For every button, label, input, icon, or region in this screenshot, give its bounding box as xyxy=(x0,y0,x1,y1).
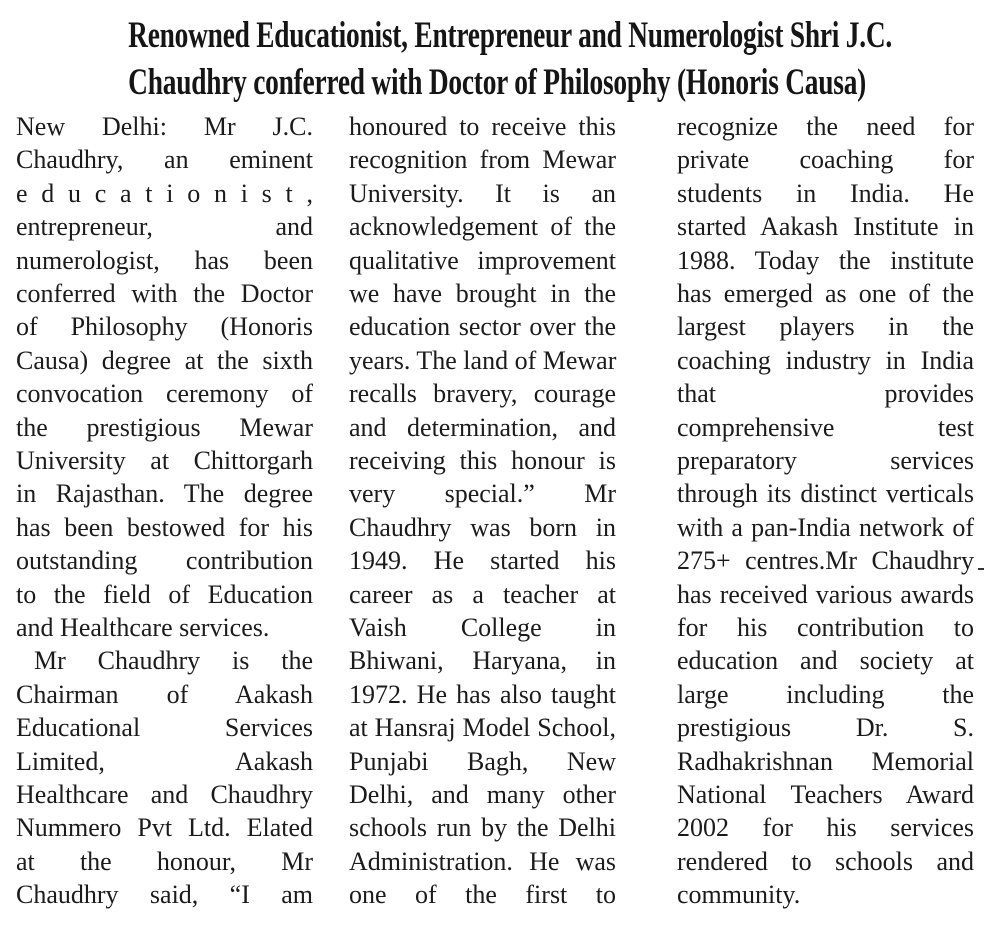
text-line: honoured to receive this xyxy=(349,112,616,141)
text-line: Delhi, and many other xyxy=(349,780,616,809)
text-line: 1949. He started his xyxy=(349,546,616,576)
text-line: with a pan-India network of xyxy=(677,512,974,542)
text-line: Bhiwani, Haryana, in xyxy=(349,646,616,676)
text-line: recalls bravery, courage xyxy=(349,379,616,409)
text-line: Administration. He was xyxy=(349,846,616,876)
text-line: Chaudhry was born in xyxy=(349,512,616,542)
text-line: very special.” Mr xyxy=(349,479,616,509)
text-line: Punjabi Bagh, New xyxy=(349,746,616,776)
text-line: rendered to schools and xyxy=(677,846,974,876)
text-line: recognition from Mewar xyxy=(349,145,616,175)
text-line: at Hansraj Model School, xyxy=(349,713,616,743)
text-line: of Philosophy (Honoris xyxy=(16,312,313,342)
text-line: community. xyxy=(677,880,801,910)
text-line: recognize the need for xyxy=(677,112,974,141)
text-line: for his contribution to xyxy=(677,613,974,642)
text-line: National Teachers Award xyxy=(677,780,974,809)
text-line: prestigious Dr. S. xyxy=(677,713,974,743)
text-line: has received various awards xyxy=(677,579,974,609)
text-line: that provides xyxy=(677,379,974,409)
text-line: in Rajasthan. The degree xyxy=(16,479,313,509)
text-line: Chairman of Aakash xyxy=(16,679,313,709)
text-line: Vaish College in xyxy=(349,613,616,642)
text-line: has been bestowed for his xyxy=(16,512,313,542)
text-line: years. The land of Mewar xyxy=(349,345,617,375)
article-column-2 xyxy=(349,106,616,930)
article-column-1 xyxy=(16,106,313,930)
text-line: to the field of Education xyxy=(16,579,313,609)
text-line: we have brought in the xyxy=(349,279,616,308)
text-line: numerologist, has been xyxy=(16,245,313,275)
margin-tick-mark xyxy=(978,568,984,570)
text-line: conferred with the Doctor xyxy=(16,279,313,308)
text-line: and Healthcare services. xyxy=(16,613,270,642)
text-line: 1988. Today the institute xyxy=(677,245,974,275)
text-line: Chaudhry said, “I am xyxy=(16,880,313,910)
text-line: education and society at xyxy=(677,646,974,676)
text-line: Healthcare and Chaudhry xyxy=(16,780,313,809)
text-line: 275+ centres.Mr Chaudhry xyxy=(677,546,974,576)
text-line: and determination, and xyxy=(349,412,616,442)
text-line: Limited, Aakash xyxy=(16,746,313,776)
text-line: preparatory services xyxy=(677,446,974,475)
text-line: qualitative improvement xyxy=(349,245,616,275)
text-line: has emerged as one of the xyxy=(677,279,974,308)
text-line: Nummero Pvt Ltd. Elated xyxy=(16,813,313,843)
text-line: education sector over the xyxy=(349,312,616,342)
text-line: private coaching for xyxy=(677,145,974,175)
text-line: convocation ceremony of xyxy=(16,379,313,409)
text-line: outstanding contribution xyxy=(16,546,313,576)
text-line: schools run by the Delhi xyxy=(349,813,616,843)
text-line: Chaudhry, an eminent xyxy=(16,145,313,175)
text-line: students in India. He xyxy=(677,178,974,208)
text-line: largest players in the xyxy=(677,312,974,342)
text-line: New Delhi: Mr J.C. xyxy=(16,112,313,141)
text-line: through its distinct verticals xyxy=(677,479,974,509)
text-line: at the honour, Mr xyxy=(16,846,313,876)
text-line: Causa) degree at the sixth xyxy=(16,345,313,375)
text-line: comprehensive test xyxy=(677,412,974,442)
text-line: large including the xyxy=(677,679,974,709)
text-line: University at Chittorgarh xyxy=(16,446,313,475)
text-line: Mr Chaudhry is the xyxy=(34,646,313,676)
headline-line: Renowned Educationist, Entrepreneur and Numerologist Shri J.C. xyxy=(128,15,893,56)
text-line: career as a teacher at xyxy=(349,579,616,609)
text-line: Educational Services xyxy=(16,713,313,743)
text-line: coaching industry in India xyxy=(677,345,974,375)
text-line: 2002 for his services xyxy=(677,813,974,843)
article-column-3 xyxy=(677,106,974,930)
text-line: the prestigious Mewar xyxy=(16,412,313,442)
text-line: 1972. He has also taught xyxy=(349,679,616,709)
text-line: started Aakash Institute in xyxy=(677,212,974,242)
text-line: one of the first to xyxy=(349,880,616,910)
text-line: University. It is an xyxy=(349,178,616,208)
text-line: acknowledgement of the xyxy=(349,212,616,242)
text-line: Radhakrishnan Memorial xyxy=(677,746,974,776)
headline-line: Chaudhry conferred with Doctor of Philosophy (Honoris Causa) xyxy=(128,62,867,103)
text-line: e d u c a t i o n i s t , xyxy=(16,178,313,208)
text-line: entrepreneur, and xyxy=(16,212,313,242)
text-line: receiving this honour is xyxy=(349,446,616,475)
